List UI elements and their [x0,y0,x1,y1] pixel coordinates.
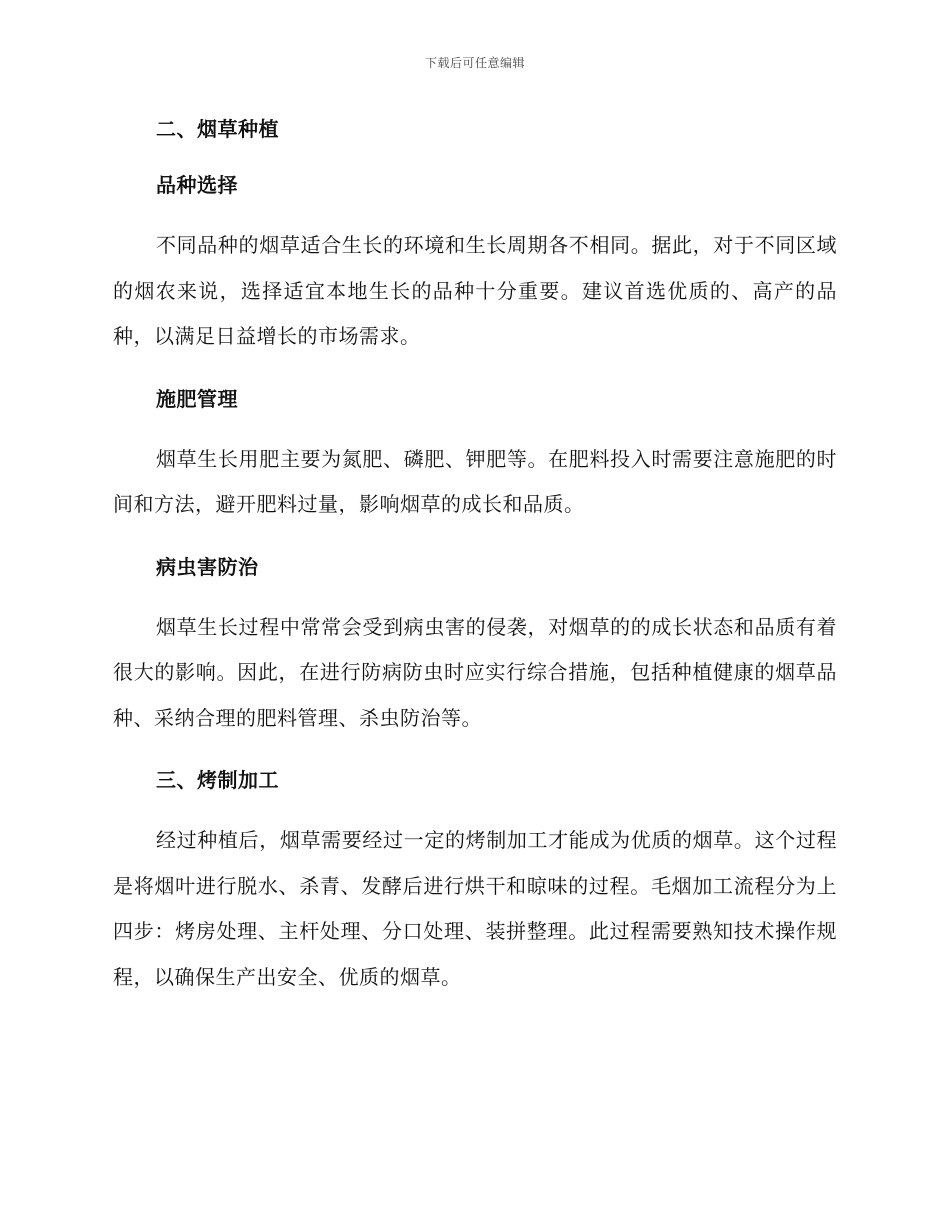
paragraph-pest-control: 烟草生长过程中常常会受到病虫害的侵袭，对烟草的的成长状态和品质有着很大的影响。因此，在进行防病防虫时应实行综合措施，包括种植健康的烟草品种、采纳合理的肥料管理、杀虫防治等。 [113,614,837,730]
subheading-fertilizer-management: 施肥管理 [156,386,238,411]
document-body [113,111,837,1000]
paragraph-fertilizer-management: 烟草生长用肥主要为氮肥、磷肥、钾肥等。在肥料投入时需要注意施肥的时间和方法，避开肥料过量，影响烟草的成长和品质。 [113,446,837,516]
section-heading-planting: 二、烟草种植 [156,117,279,141]
subheading-pest-control: 病虫害防治 [156,554,259,579]
page-header: 下载后可任意编辑 [424,56,525,70]
section-heading-curing: 三、烤制加工 [156,768,279,792]
subheading-variety-selection: 品种选择 [156,173,238,197]
paragraph-curing: 经过种植后，烟草需要经过一定的烤制加工才能成为优质的烟草。这个过程是将烟叶进行脱水、杀青、发酵后进行烘干和晾味的过程。毛烟加工流程分为上四步：烤房处理、主杆处理、分口处理、装拼整理。此过程需要熟知技术操作规程，以确保生产出安全、优质的烟草。 [113,828,837,989]
paragraph-variety-selection: 不同品种的烟草适合生长的环境和生长周期各不相同。据此，对于不同区域的烟农来说，选择适宜本地生长的品种十分重要。建议首选优质的、高产的品种，以满足日益增长的市场需求。 [113,233,837,348]
